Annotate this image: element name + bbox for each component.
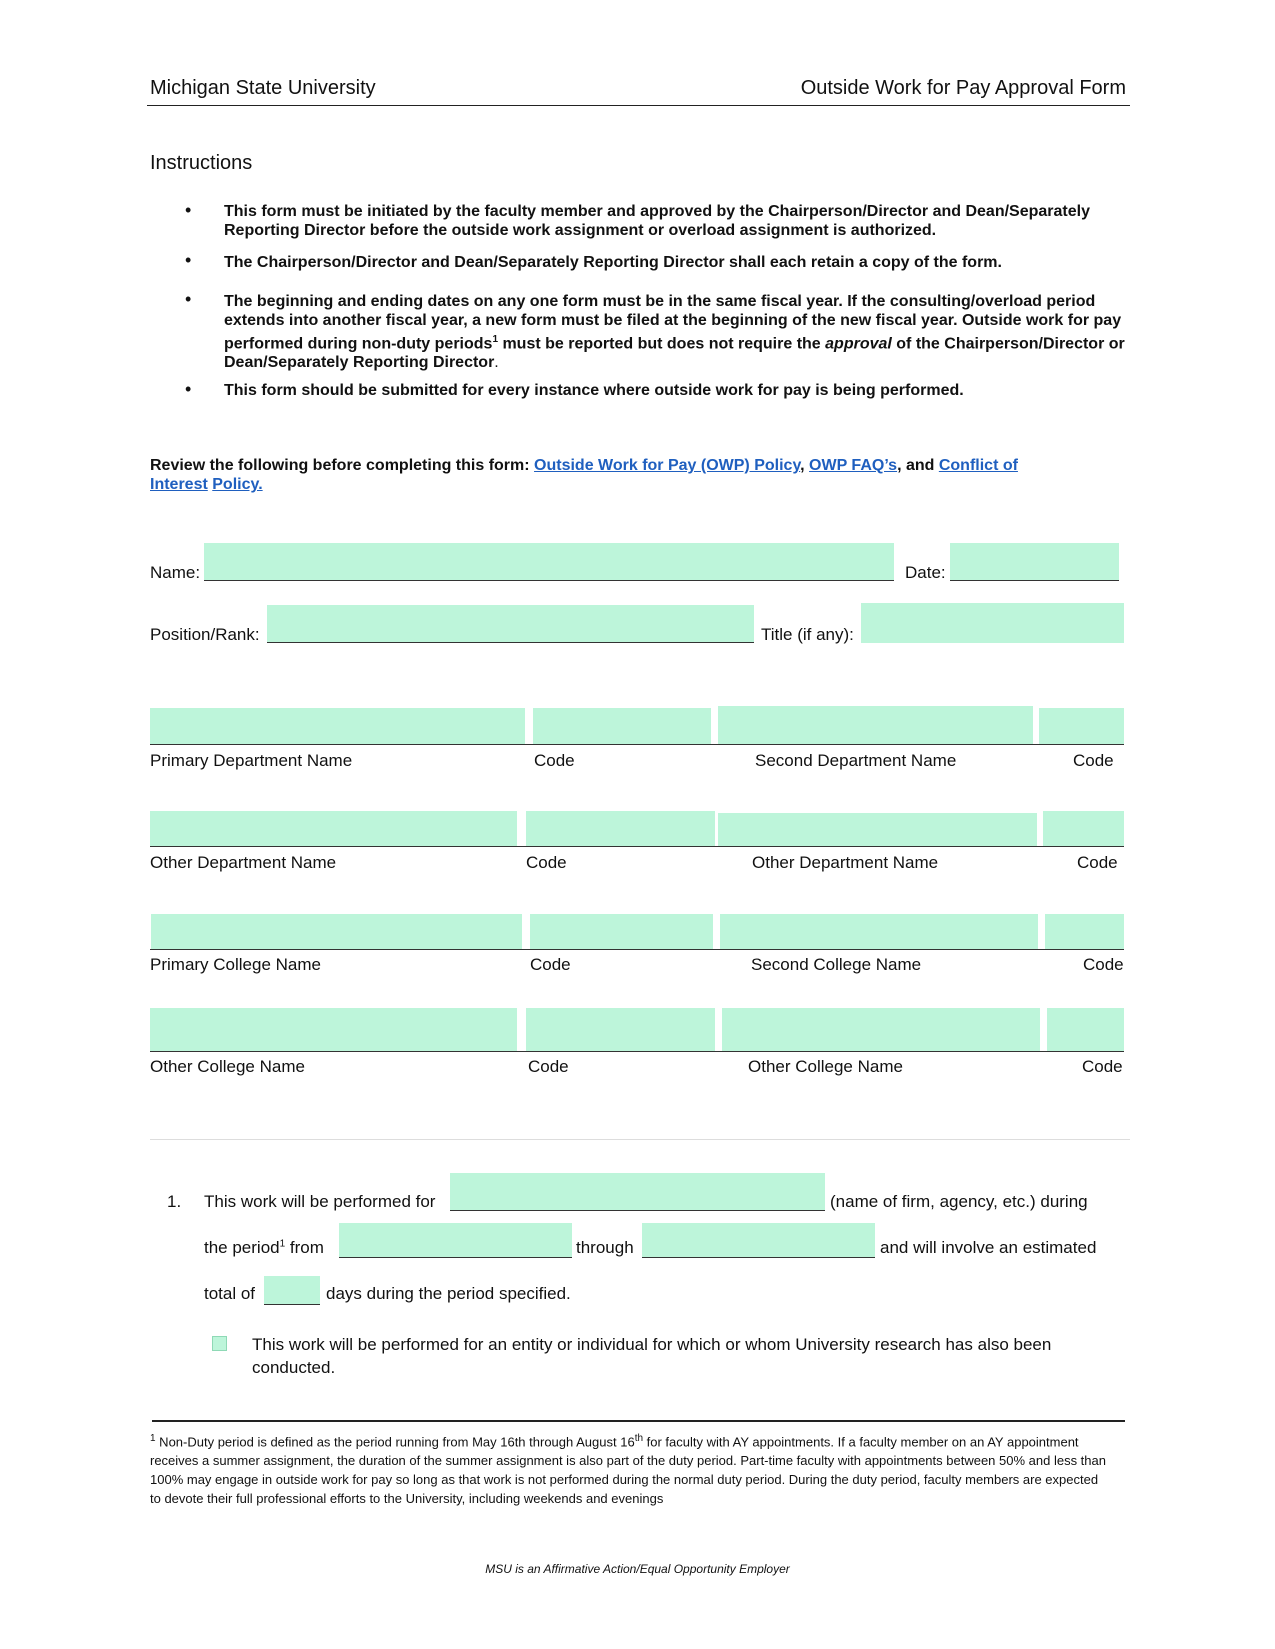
other-department-2-label: Other Department Name	[752, 853, 939, 872]
research-entity-checkbox[interactable]	[212, 1336, 227, 1351]
code-label: Code	[530, 955, 571, 974]
second-college-code-field[interactable]	[1045, 914, 1124, 949]
primary-college-field[interactable]	[151, 914, 522, 949]
other-college-code-field[interactable]	[526, 1008, 715, 1051]
other-college-2-code-field[interactable]	[1047, 1008, 1124, 1051]
name-label: Name:	[150, 563, 201, 582]
code-label: Code	[1073, 751, 1114, 770]
footnote-text-b: for faculty with AY appointments. If a faculty member on an AY appointment receives a summer assignment, the duration of the summer assignment is also part of the duty period. Part-time faculty with appointments between 50% and less than 100% may engage in outside work for pay so long as that work is not performed during the normal duty period. During the duty period, faculty members are expected to devote their full professional efforts to the University, including weekends and evenings	[150, 1434, 1106, 1507]
policy-link[interactable]: Policy.	[212, 476, 263, 493]
instruction-bullet-1: This form must be initiated by the faculty member and approved by the Chairperson/Director and Dean/Separately Reporting Director before the outside work assignment or overload assignment is authorized.	[224, 203, 1090, 239]
dept-row-2-rule	[150, 846, 1124, 847]
college-row-1-rule	[150, 949, 1124, 950]
bullet-icon: •	[185, 200, 192, 220]
date-field[interactable]	[950, 543, 1119, 581]
footnote-ref: 1	[492, 334, 498, 345]
q1-line2-end: and will involve an estimated	[880, 1238, 1097, 1257]
q1-through-text: through	[576, 1238, 634, 1257]
total-days-field[interactable]	[264, 1276, 320, 1305]
research-entity-checkbox-label: This work will be performed for an entity or individual for which or whom University research has also been conducted.	[252, 1335, 1052, 1377]
code-label: Code	[1083, 955, 1124, 974]
code-label: Code	[526, 853, 567, 872]
q1-line2-start	[204, 1238, 324, 1258]
footnote-rule	[152, 1420, 1125, 1422]
second-department-code-field[interactable]	[1039, 708, 1124, 744]
q1-line1-end: (name of firm, agency, etc.) during	[830, 1192, 1088, 1211]
header-institution: Michigan State University	[150, 77, 376, 99]
bullet-icon: •	[185, 289, 192, 309]
second-college-label: Second College Name	[751, 955, 922, 974]
period-from-field[interactable]	[339, 1223, 572, 1258]
primary-department-field[interactable]	[150, 708, 525, 744]
bullet-3-text-a: The beginning and ending dates on any one form must be in the same fiscal year. If the consulting/overload period extends into another fiscal year, a new form must be filed at the beginning of the new fiscal year. Outside work for pay performed during non-duty periods	[224, 293, 1122, 353]
other-department-code-field[interactable]	[526, 811, 715, 846]
instructions-heading: Instructions	[150, 152, 253, 174]
other-college-2-label: Other College Name	[748, 1057, 903, 1076]
q1-line1-start: This work will be performed for	[204, 1192, 436, 1211]
footnote-ordinal: th	[634, 1433, 644, 1444]
q1-from-text: from	[285, 1238, 324, 1257]
other-department-2-code-field[interactable]	[1043, 811, 1124, 846]
footnote	[150, 1429, 1110, 1508]
primary-department-label: Primary Department Name	[150, 751, 353, 770]
position-rank-label: Position/Rank:	[150, 625, 260, 644]
name-field[interactable]	[204, 543, 894, 581]
separator: ,	[800, 457, 810, 474]
owp-faq-link[interactable]: OWP FAQ’s	[809, 457, 898, 474]
college-row-2-rule	[150, 1051, 1124, 1052]
owp-policy-link[interactable]: Outside Work for Pay (OWP) Policy	[534, 457, 801, 474]
q1-period-text: the period	[204, 1238, 280, 1257]
other-college-2-field[interactable]	[722, 1008, 1040, 1051]
bullet-3-text-c: of the Chairperson/Director or Dean/Separately Reporting Director	[224, 335, 1125, 372]
bullet-3-emphasis: approval	[825, 335, 892, 353]
bullet-icon: •	[185, 250, 192, 270]
review-prefix: Review the following before completing this form:	[150, 457, 535, 474]
conflict-of-interest-link[interactable]: Conflict of Interest	[150, 457, 1018, 493]
code-label: Code	[1077, 853, 1118, 872]
title-label: Title (if any):	[761, 625, 854, 644]
firm-name-field[interactable]	[450, 1173, 825, 1211]
footnote-text-a: Non-Duty period is defined as the period running from May 16th through August 16	[155, 1434, 635, 1450]
second-college-field[interactable]	[720, 914, 1038, 949]
review-links	[150, 456, 1070, 494]
code-label: Code	[1082, 1057, 1123, 1076]
other-college-field[interactable]	[150, 1008, 517, 1051]
separator: , and	[897, 457, 939, 474]
other-department-2-field[interactable]	[718, 813, 1037, 846]
section-divider	[150, 1139, 1130, 1140]
title-field[interactable]	[861, 603, 1124, 643]
code-label: Code	[534, 751, 575, 770]
second-department-label: Second Department Name	[755, 751, 957, 770]
period-through-field[interactable]	[642, 1223, 875, 1258]
other-department-field[interactable]	[150, 811, 517, 846]
code-label: Code	[528, 1057, 569, 1076]
footnote-number: 1	[150, 1433, 156, 1444]
other-college-label: Other College Name	[150, 1057, 305, 1076]
primary-college-code-field[interactable]	[530, 914, 713, 949]
dept-row-1-rule	[150, 744, 1124, 745]
instruction-bullet-2: The Chairperson/Director and Dean/Separately Reporting Director shall each retain a copy of the form.	[224, 254, 1002, 271]
instruction-bullet-4: This form should be submitted for every instance where outside work for pay is being performed.	[224, 382, 964, 399]
q1-days-text: days during the period specified.	[326, 1284, 571, 1303]
bullet-3-period: .	[494, 354, 499, 372]
primary-college-label: Primary College Name	[150, 955, 321, 974]
bullet-3-text-b: must be reported but does not require the	[498, 335, 826, 353]
footnote-ref: 1	[279, 1238, 286, 1250]
date-label: Date:	[905, 563, 946, 582]
q1-total-text: total of	[204, 1284, 256, 1303]
instruction-bullet-3	[224, 292, 1129, 372]
bullet-icon: •	[185, 379, 192, 399]
second-department-field[interactable]	[718, 706, 1033, 744]
header-form-title: Outside Work for Pay Approval Form	[800, 77, 1126, 99]
header-rule	[147, 105, 1130, 106]
question-number: 1.	[167, 1192, 182, 1211]
primary-department-code-field[interactable]	[533, 708, 711, 744]
position-rank-field[interactable]	[267, 605, 754, 643]
footer-eeo-statement: MSU is an Affirmative Action/Equal Opportunity Employer	[485, 1562, 790, 1576]
other-department-label: Other Department Name	[150, 853, 337, 872]
